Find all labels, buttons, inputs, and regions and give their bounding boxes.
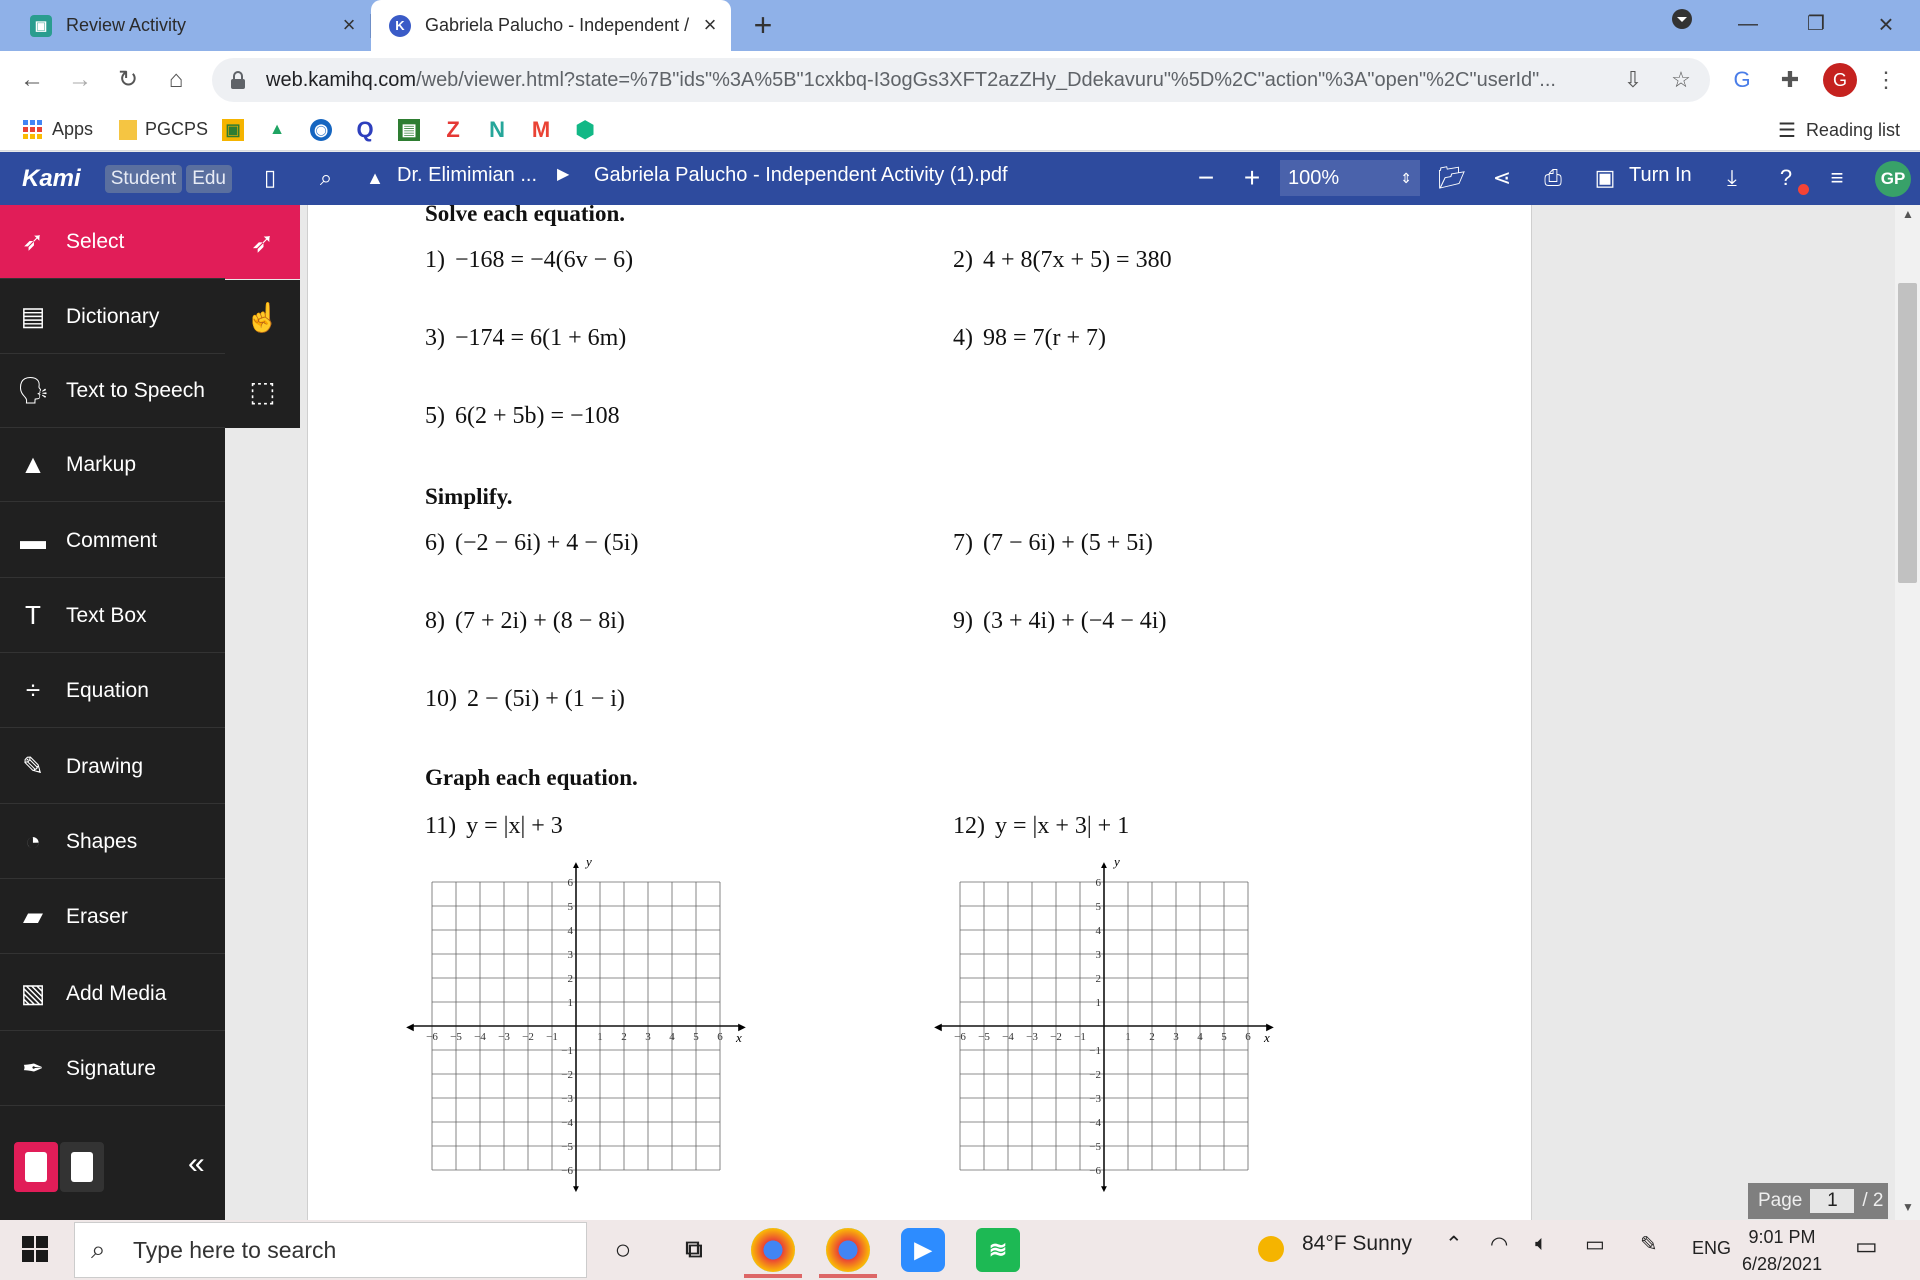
lock-icon bbox=[230, 71, 246, 89]
x-tick-label: 4 bbox=[1197, 1031, 1203, 1043]
share-icon[interactable]: ⋖ bbox=[1492, 165, 1512, 190]
chrome-icon[interactable] bbox=[751, 1228, 795, 1272]
x-axis-label: x bbox=[1264, 1030, 1270, 1045]
y-tick-label: −6 bbox=[561, 1165, 573, 1177]
sidebar-item-label: Markup bbox=[66, 452, 137, 476]
y-tick-label: −5 bbox=[561, 1141, 573, 1153]
divide-icon: ÷ bbox=[25, 675, 41, 705]
scrollbar-thumb[interactable] bbox=[1898, 283, 1917, 583]
browser-toolbar bbox=[0, 51, 1920, 109]
cortana-icon[interactable]: ○ bbox=[614, 1234, 632, 1265]
section-heading: Simplify. bbox=[425, 484, 513, 509]
page-number-input[interactable]: 1 bbox=[1810, 1189, 1854, 1213]
select-cursor-tool[interactable]: ➶ bbox=[225, 205, 300, 279]
highlighter-icon: ▲ bbox=[20, 449, 46, 479]
x-tick-label: 4 bbox=[669, 1031, 675, 1043]
bookmark-star-icon[interactable]: ☆ bbox=[1671, 67, 1691, 92]
y-tick-label: 1 bbox=[1095, 997, 1101, 1009]
search-icon: ⌕ bbox=[91, 1234, 106, 1264]
x-tick-label: −2 bbox=[522, 1031, 534, 1043]
problem-1: 1) −168 = −4(6v − 6) bbox=[425, 247, 634, 273]
sidebar-toggle-icon[interactable]: ▯ bbox=[263, 165, 277, 190]
extensions-icon[interactable]: ✚ bbox=[1780, 67, 1800, 92]
x-tick-label: −6 bbox=[426, 1031, 438, 1043]
x-tick-label: −3 bbox=[498, 1031, 510, 1043]
y-tick-label: −5 bbox=[1089, 1141, 1101, 1153]
sidebar-item-label: Add Media bbox=[66, 981, 167, 1005]
x-tick-label: −1 bbox=[1074, 1031, 1086, 1043]
language-indicator[interactable]: ENG bbox=[1692, 1238, 1732, 1258]
new-tab-button[interactable]: + bbox=[753, 7, 773, 43]
print-icon[interactable]: ⎙ bbox=[1544, 165, 1562, 190]
drive-icon[interactable]: ▲ bbox=[366, 168, 384, 188]
pen-nib-icon: ✒ bbox=[22, 1053, 44, 1083]
pen-icon[interactable]: ✎ bbox=[1640, 1233, 1658, 1256]
axis-arrow: ◀ bbox=[934, 1022, 942, 1033]
x-tick-label: −6 bbox=[954, 1031, 966, 1043]
problem-8: 8) (7 + 2i) + (8 − 8i) bbox=[425, 608, 625, 634]
y-axis-label: y bbox=[586, 854, 592, 869]
search-icon[interactable]: ⌕ bbox=[319, 165, 333, 190]
zoom-out-icon[interactable]: − bbox=[1197, 162, 1215, 193]
problem-11: 11) y = |x| + 3 bbox=[425, 813, 563, 839]
y-tick-label: −6 bbox=[1089, 1165, 1101, 1177]
back-icon[interactable]: ← bbox=[20, 66, 44, 93]
axis-arrow: ▲ bbox=[571, 860, 581, 871]
bookmark-gmail[interactable] bbox=[530, 116, 560, 142]
image-icon: ▧ bbox=[20, 978, 46, 1008]
axis-arrow: ▶ bbox=[738, 1022, 746, 1033]
bookmark-book[interactable] bbox=[398, 119, 428, 141]
problem-3: 3) −174 = 6(1 + 6m) bbox=[425, 325, 627, 351]
scroll-down-icon[interactable]: ▼ bbox=[1902, 1200, 1914, 1214]
help-icon[interactable]: ? bbox=[1779, 165, 1793, 190]
sidebar-item-eraser[interactable] bbox=[0, 880, 225, 954]
bookmark-drive[interactable] bbox=[266, 119, 296, 141]
translate-icon[interactable]: G bbox=[1733, 67, 1751, 92]
sidebar-item-select[interactable] bbox=[0, 205, 225, 279]
bookmark-z[interactable] bbox=[442, 116, 472, 142]
y-tick-label: 1 bbox=[567, 997, 573, 1009]
classroom-icon: ▣ bbox=[222, 119, 244, 141]
y-tick-label: 2 bbox=[1095, 973, 1101, 985]
book-icon: ▤ bbox=[398, 119, 420, 141]
kami-icon: K bbox=[389, 15, 411, 37]
axis-arrow: ▲ bbox=[1099, 860, 1109, 871]
layout-right-toggle[interactable] bbox=[60, 1142, 104, 1192]
coordinate-grid[interactable] bbox=[406, 854, 765, 1200]
problem-2: 2) 4 + 8(7x + 5) = 380 bbox=[953, 247, 1172, 273]
pan-hand-tool[interactable]: ☝ bbox=[225, 280, 300, 354]
restore-button[interactable]: ❐ bbox=[1807, 13, 1825, 35]
reading-list-icon: ☰ bbox=[1778, 120, 1796, 142]
edu-badge: Edu bbox=[186, 165, 232, 193]
x-tick-label: 5 bbox=[1221, 1031, 1227, 1043]
scroll-up-icon[interactable]: ▲ bbox=[1902, 207, 1914, 221]
zoom-in-icon[interactable]: + bbox=[1243, 162, 1261, 193]
taskbar-search[interactable]: ⌕ Type here to search bbox=[74, 1222, 587, 1278]
x-tick-label: 1 bbox=[597, 1031, 603, 1043]
weather-text[interactable]: 84°F Sunny bbox=[1302, 1232, 1412, 1255]
brush-icon: ✎ bbox=[22, 751, 44, 781]
windows-start-icon[interactable] bbox=[22, 1236, 48, 1267]
y-tick-label: 3 bbox=[1095, 949, 1101, 961]
tab-review-activity[interactable] bbox=[0, 0, 370, 51]
reload-icon[interactable]: ↻ bbox=[117, 66, 139, 93]
pdf-page[interactable] bbox=[307, 201, 1532, 1220]
page-indicator: Page 1 / 2 bbox=[1748, 1183, 1888, 1219]
y-tick-label: −4 bbox=[1089, 1117, 1101, 1129]
arrow-cursor-icon: ➶ bbox=[22, 226, 44, 256]
sidebar-item-label: Text Box bbox=[66, 603, 147, 627]
problem-4: 4) 98 = 7(r + 7) bbox=[953, 325, 1107, 351]
hamburger-menu-icon[interactable]: ≡ bbox=[1830, 165, 1844, 190]
x-tick-label: 1 bbox=[1125, 1031, 1131, 1043]
x-tick-label: −3 bbox=[1026, 1031, 1038, 1043]
breadcrumb[interactable]: Dr. Elimimian ... bbox=[397, 164, 538, 186]
sidebar-item-markup[interactable] bbox=[0, 428, 225, 502]
comment-icon: ▬ bbox=[20, 525, 46, 555]
document-title: Gabriela Palucho - Independent Activity (1).pdf bbox=[594, 164, 1008, 186]
globe-icon: ◉ bbox=[310, 119, 332, 141]
y-tick-label: −1 bbox=[561, 1045, 573, 1057]
y-tick-label: −2 bbox=[561, 1069, 573, 1081]
chevron-up-icon[interactable]: ⌃ bbox=[1445, 1233, 1463, 1256]
sidebar-item-drawing[interactable] bbox=[0, 730, 225, 804]
x-axis-label: x bbox=[736, 1030, 742, 1045]
sidebar-item-label: Signature bbox=[66, 1056, 156, 1080]
coordinate-grid[interactable] bbox=[934, 854, 1293, 1200]
y-tick-label: −2 bbox=[1089, 1069, 1101, 1081]
area-select-tool[interactable]: ⬚ bbox=[225, 354, 300, 428]
kami-logo: Kami bbox=[22, 164, 81, 192]
x-tick-label: −5 bbox=[978, 1031, 990, 1043]
sun-icon bbox=[1258, 1236, 1284, 1262]
wifi-icon[interactable]: ◠ bbox=[1490, 1233, 1509, 1256]
sidebar-item-label: Text to Speech bbox=[66, 378, 205, 402]
section-heading: Solve each equation. bbox=[425, 201, 625, 226]
tab-search-icon[interactable] bbox=[1657, 4, 1707, 44]
tab-kami-document[interactable] bbox=[371, 0, 731, 51]
nearpod-icon: N bbox=[489, 116, 505, 142]
forward-icon[interactable]: → bbox=[68, 66, 92, 93]
drive-icon: ▲ bbox=[269, 120, 285, 138]
install-icon[interactable]: ⇩ bbox=[1623, 67, 1643, 92]
y-tick-label: −4 bbox=[561, 1117, 573, 1129]
bookmark-globe[interactable] bbox=[310, 119, 340, 141]
student-badge: Student bbox=[105, 165, 183, 193]
zoom-select[interactable]: 100% ⇕ bbox=[1280, 160, 1420, 196]
x-tick-label: −2 bbox=[1050, 1031, 1062, 1043]
problem-6: 6) (−2 − 6i) + 4 − (5i) bbox=[425, 530, 639, 556]
folder-open-icon[interactable]: 📂︎ bbox=[1438, 165, 1466, 190]
problem-10: 10) 2 − (5i) + (1 − i) bbox=[425, 686, 625, 712]
sidebar-item-text-to-speech[interactable] bbox=[0, 354, 225, 428]
menu-dots-icon[interactable]: ⋮ bbox=[1875, 67, 1897, 92]
home-icon[interactable]: ⌂ bbox=[168, 66, 184, 93]
y-tick-label: 4 bbox=[567, 925, 573, 937]
x-tick-label: −5 bbox=[450, 1031, 462, 1043]
problem-7: 7) (7 − 6i) + (5 + 5i) bbox=[953, 530, 1153, 556]
active-indicator bbox=[744, 1274, 802, 1278]
battery-icon[interactable]: ▭ bbox=[1585, 1233, 1605, 1256]
y-tick-label: −3 bbox=[561, 1093, 573, 1105]
x-tick-label: 3 bbox=[645, 1031, 651, 1043]
active-indicator bbox=[819, 1274, 877, 1278]
chrome-icon[interactable] bbox=[826, 1228, 870, 1272]
section-heading: Graph each equation. bbox=[425, 765, 638, 790]
volume-icon[interactable]: 🔈︎ bbox=[1535, 1232, 1548, 1255]
turn-in-button[interactable]: Turn In bbox=[1629, 164, 1692, 186]
sidebar-item-label: Dictionary bbox=[66, 304, 160, 328]
bookmark-hex[interactable] bbox=[574, 116, 604, 142]
hexagon-icon: ⬢ bbox=[575, 116, 595, 142]
quizizz-icon: Q bbox=[356, 116, 374, 142]
y-tick-label: 2 bbox=[567, 973, 573, 985]
bookmark-apps[interactable]: Apps bbox=[22, 119, 93, 141]
sidebar-item-shapes[interactable] bbox=[0, 805, 225, 879]
collapse-icon[interactable]: « bbox=[188, 1147, 205, 1180]
chevron-right-icon: ▶ bbox=[557, 166, 570, 183]
download-icon[interactable]: ⤓ bbox=[1727, 165, 1737, 190]
sidebar-item-signature[interactable] bbox=[0, 1032, 225, 1106]
folder-icon bbox=[119, 120, 137, 140]
sidebar-item-comment[interactable] bbox=[0, 504, 225, 578]
axis-arrow: ▼ bbox=[571, 1184, 581, 1195]
task-view-icon[interactable]: ⧉ bbox=[685, 1236, 703, 1263]
y-tick-label: 4 bbox=[1095, 925, 1101, 937]
y-tick-label: 3 bbox=[567, 949, 573, 961]
book-icon: ▤ bbox=[20, 301, 46, 331]
bookmark-n[interactable] bbox=[486, 116, 516, 142]
bookmark-classroom[interactable] bbox=[222, 119, 252, 141]
problem-9: 9) (3 + 4i) + (−4 − 4i) bbox=[953, 608, 1167, 634]
y-tick-label: −1 bbox=[1089, 1045, 1101, 1057]
y-tick-label: 5 bbox=[567, 901, 573, 913]
x-tick-label: −4 bbox=[1002, 1031, 1014, 1043]
axis-arrow: ◀ bbox=[406, 1022, 414, 1033]
sidebar-item-dictionary[interactable] bbox=[0, 280, 225, 354]
x-tick-label: 2 bbox=[1149, 1031, 1155, 1043]
address-bar[interactable] bbox=[212, 58, 1710, 102]
sidebar-item-label: Shapes bbox=[66, 829, 138, 853]
shapes-icon: ◔ bbox=[25, 826, 41, 856]
sidebar-footer bbox=[0, 1125, 225, 1220]
x-tick-label: −1 bbox=[546, 1031, 558, 1043]
problem-5: 5) 6(2 + 5b) = −108 bbox=[425, 403, 620, 429]
speaker-icon: 🗣︎ bbox=[16, 375, 50, 405]
tab-label: Review Activity bbox=[66, 15, 187, 35]
layout-left-toggle[interactable] bbox=[14, 1142, 58, 1192]
sidebar-item-label: Select bbox=[66, 229, 125, 253]
y-axis-label: y bbox=[1114, 854, 1120, 869]
y-tick-label: 6 bbox=[1095, 877, 1101, 889]
x-tick-label: 3 bbox=[1173, 1031, 1179, 1043]
zearn-icon: Z bbox=[446, 116, 460, 142]
axis-arrow: ▶ bbox=[1266, 1022, 1274, 1033]
reading-list-button[interactable]: ☰ Reading list bbox=[1778, 120, 1900, 142]
profile-avatar[interactable]: G bbox=[1823, 63, 1857, 97]
browser-tabstrip bbox=[0, 0, 1920, 51]
axis-arrow: ▼ bbox=[1099, 1184, 1109, 1195]
x-tick-label: 2 bbox=[621, 1031, 627, 1043]
y-tick-label: 5 bbox=[1095, 901, 1101, 913]
apps-grid-icon bbox=[22, 119, 44, 141]
bookmark-q[interactable] bbox=[354, 116, 384, 142]
sidebar-item-label: Drawing bbox=[66, 754, 144, 778]
x-tick-label: 5 bbox=[693, 1031, 699, 1043]
save-icon[interactable]: ▣ bbox=[1594, 165, 1616, 190]
text-icon: T bbox=[25, 600, 41, 630]
eraser-icon: ▰ bbox=[23, 901, 43, 931]
sidebar-item-equation[interactable] bbox=[0, 654, 225, 728]
sidebar-item-label: Eraser bbox=[66, 904, 128, 928]
sidebar-item-label: Equation bbox=[66, 678, 149, 702]
tab-label: Gabriela Palucho - Independent / bbox=[425, 15, 690, 35]
x-tick-label: −4 bbox=[474, 1031, 486, 1043]
notifications-icon[interactable]: ▭ bbox=[1855, 1233, 1878, 1260]
close-window-button[interactable]: × bbox=[1878, 9, 1894, 39]
subtool-gap bbox=[225, 428, 300, 1220]
x-tick-label: 6 bbox=[1245, 1031, 1251, 1043]
y-tick-label: 6 bbox=[567, 877, 573, 889]
clock[interactable]: 9:01 PM 6/28/2021 bbox=[1742, 1227, 1823, 1274]
close-icon[interactable]: × bbox=[342, 12, 356, 37]
problem-12: 12) y = |x + 3| + 1 bbox=[953, 813, 1130, 839]
updown-icon: ⇕ bbox=[1400, 170, 1412, 186]
sidebar-item-label: Comment bbox=[66, 528, 158, 552]
sidebar-item-add-media[interactable] bbox=[0, 957, 225, 1031]
spotify-icon[interactable]: ≋ bbox=[976, 1228, 1020, 1272]
y-tick-label: −3 bbox=[1089, 1093, 1101, 1105]
x-tick-label: 6 bbox=[717, 1031, 723, 1043]
minimize-button[interactable]: — bbox=[1738, 13, 1758, 35]
bookmarks-bar bbox=[0, 109, 1920, 151]
notification-dot bbox=[1798, 184, 1809, 195]
zoom-app-icon[interactable]: ▶ bbox=[901, 1228, 945, 1272]
user-avatar[interactable]: GP bbox=[1875, 161, 1911, 197]
url-text: web.kamihq.com/web/viewer.html?state=%7B"ids"%3A%5B"1cxkbq-I3ogGs3XFT2azZHy_Ddekavuru"%5D%2C"action"%3A"open"%2C"userId"... bbox=[266, 68, 1556, 91]
classroom-icon: ▣ bbox=[30, 15, 52, 37]
close-icon[interactable]: × bbox=[703, 12, 717, 37]
gmail-icon: M bbox=[531, 116, 551, 142]
bookmark-pgcps[interactable]: PGCPS bbox=[119, 119, 208, 140]
sidebar-item-text-box[interactable] bbox=[0, 579, 225, 653]
